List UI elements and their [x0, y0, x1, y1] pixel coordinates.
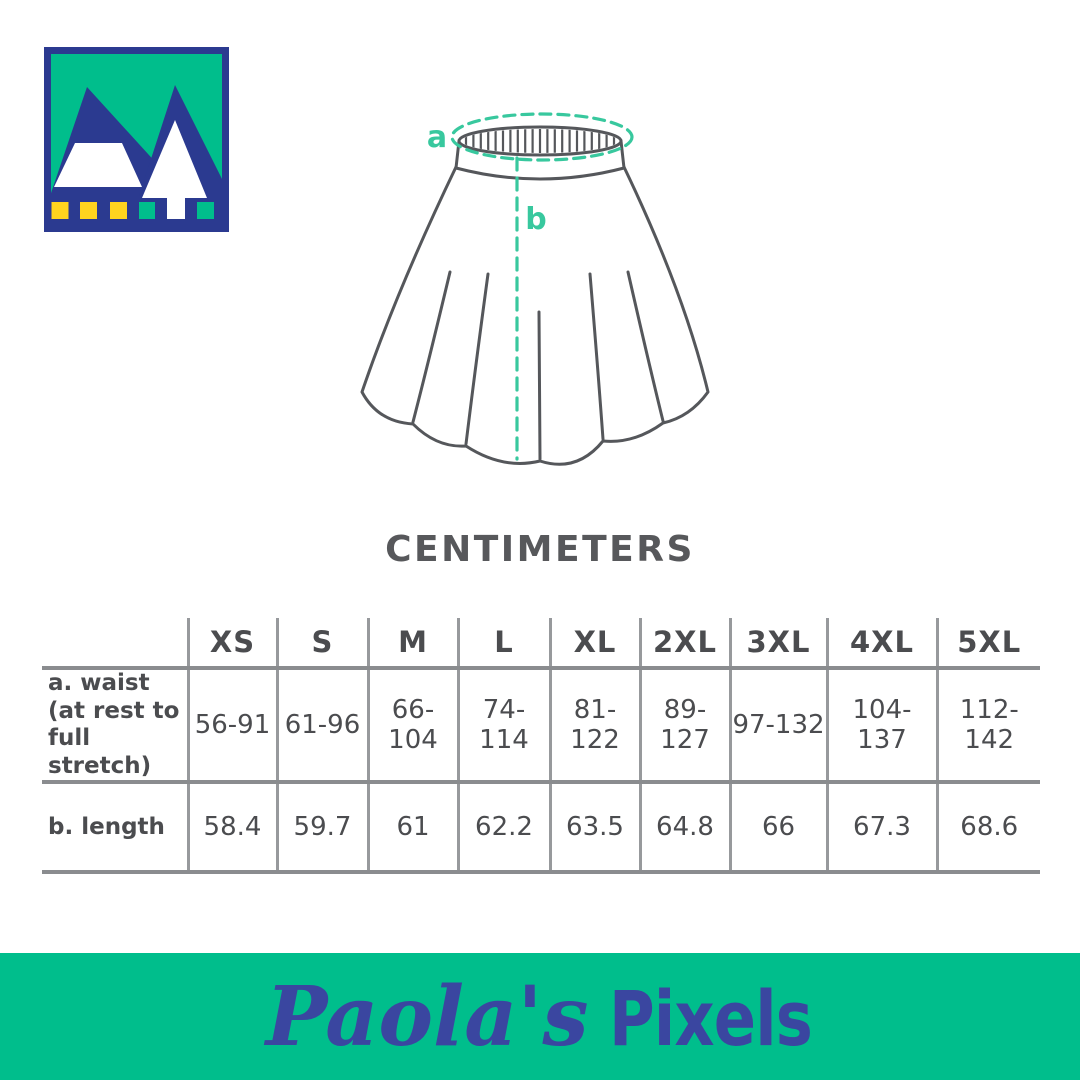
- brand-name-script: Paola's: [265, 968, 589, 1065]
- brand-banner: [0, 953, 1080, 1080]
- waist-value: 104-137: [827, 668, 937, 782]
- size-column-header: 5XL: [937, 618, 1040, 668]
- size-column-header: 3XL: [730, 618, 827, 668]
- pixel-square-green: [197, 202, 214, 219]
- row-label-waist: a. waist (at rest to full stretch): [42, 668, 188, 782]
- waist-value: 81-122: [550, 668, 640, 782]
- waist-value: 66-104: [368, 668, 458, 782]
- length-value: 63.5: [550, 782, 640, 872]
- row-label-length: b. length: [42, 782, 188, 872]
- pixel-square-yellow: [110, 202, 127, 219]
- size-column-header: XL: [550, 618, 640, 668]
- measure-label-a: a: [426, 120, 448, 155]
- size-column-header: 4XL: [827, 618, 937, 668]
- waist-value: 56-91: [188, 668, 277, 782]
- waist-value: 61-96: [277, 668, 368, 782]
- size-column-header: S: [277, 618, 368, 668]
- length-value: 66: [730, 782, 827, 872]
- waist-value: 74-114: [458, 668, 550, 782]
- size-column-header: L: [458, 618, 550, 668]
- length-value: 58.4: [188, 782, 277, 872]
- waist-row: [42, 668, 1040, 782]
- pixel-square-yellow: [52, 202, 69, 219]
- pixel-square-green: [139, 202, 155, 219]
- size-column-header: M: [368, 618, 458, 668]
- brand-wordmark: [266, 969, 814, 1065]
- waist-value: 89-127: [640, 668, 730, 782]
- skirt-measurement-diagram: [330, 80, 750, 490]
- length-value: 68.6: [937, 782, 1040, 872]
- size-chart-table: [42, 618, 1040, 874]
- size-header-row: [42, 618, 1040, 668]
- table-corner-cell: [42, 618, 188, 668]
- waist-value: 112-142: [937, 668, 1040, 782]
- length-value: 64.8: [640, 782, 730, 872]
- size-column-header: XS: [188, 618, 277, 668]
- waist-value: 97-132: [730, 668, 827, 782]
- length-value: 62.2: [458, 782, 550, 872]
- tree-trunk: [167, 186, 185, 219]
- units-heading: CENTIMETERS: [385, 529, 695, 570]
- pleat-line: [539, 312, 540, 459]
- length-value: 67.3: [827, 782, 937, 872]
- length-value: 61: [368, 782, 458, 872]
- size-column-header: 2XL: [640, 618, 730, 668]
- pixel-square-yellow: [80, 202, 97, 219]
- measure-label-b: b: [525, 202, 547, 237]
- logo-ground-strip: [51, 197, 222, 225]
- brand-name-sans: Pixels: [608, 973, 812, 1063]
- paolas-pixels-logo: [44, 47, 229, 232]
- length-value: 59.7: [277, 782, 368, 872]
- length-row: [42, 782, 1040, 872]
